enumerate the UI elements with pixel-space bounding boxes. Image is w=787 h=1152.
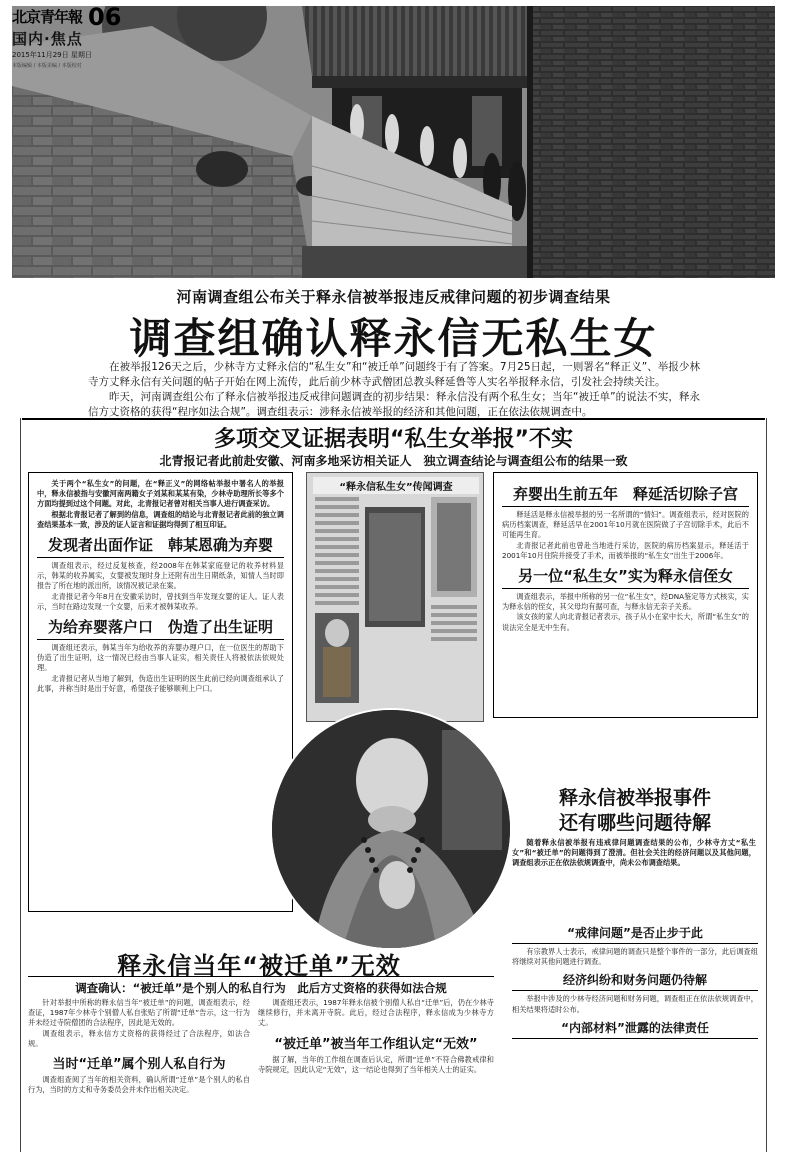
- story-paragraph: 调查组表示，经过反复核查，经2008年在韩某家庭登记的收养材料显示，韩某的收养属实，女婴被发现时身上还附有出生日期纸条，知情人当时即报告了所在地的派出所，该情况被记录在案。: [37, 561, 284, 591]
- story-subhead: 另一位“私生女”实为释永信侄女: [502, 565, 749, 589]
- story-intro-2: 根据北青报记者了解到的信息，调查组的结论与北青报记者此前的独立调查结果基本一致，涉及的证人证言和证据均得到了相互印证。: [37, 509, 284, 529]
- section-subheadline: 北青报记者此前赴安徽、河南多地采访相关证人 独立调查结论与调查组公布的结果一致: [159, 454, 628, 468]
- story-paragraph: 调查组还表示，韩某当年为给收养的弃婴办理户口，在一位医生的帮助下伪造了出生证明，这一情况已经由当事人证实，相关责任人将被依法依规处理。: [37, 643, 284, 673]
- bottom-column-right: [258, 998, 494, 1075]
- editor-credits: 本版编辑 / 本版美编 / 本版校对: [12, 63, 82, 69]
- story-paragraph: 据了解，当年的工作组在调查后认定，所谓“迁单”不符合佛教戒律和寺院规定，因此认定“无效”，这一结论也得到了当年相关人士的证实。: [258, 1054, 494, 1074]
- story-subhead: “内部材料”泄露的法律责任: [512, 1019, 758, 1039]
- story-subhead: 发现者出面作证 韩某恩确为弃婴: [37, 534, 284, 558]
- story-paragraph: 针对举报中所称的释永信当年“被迁单”的问题，调查组表示，经查证，1987年少林寺个别僧人私自张贴了所谓“迁单”告示，这一行为并未经过寺院僧团的合法程序，因此是无效的。: [28, 998, 250, 1028]
- story-subhead: “被迁单”被当年工作组认定“无效”: [274, 1036, 478, 1052]
- sidebar-lead-text: 随着释永信被举报有违戒律问题调查结果的公布，少林寺方丈“私生女”和“被迁单”的问题得到了澄清。但社会关注的经济问题以及其他问题，调查组表示正在依法依规调查中，尚未公布调查结果。: [512, 838, 756, 868]
- story-paragraph: 调查组表示，举报中所称的另一位“私生女”，经DNA鉴定等方式核实，实为释永信的侄女，其父母均有据可查，与释永信无亲子关系。: [502, 592, 749, 612]
- story-subhead: “戒律问题”是否止步于此: [512, 924, 758, 944]
- page-number: 06: [88, 3, 122, 31]
- story-paragraph: 北青报记者此前也曾赴当地进行采访，医院的病历档案显示，释延活于2001年10月住院并接受了手术，而被举报的“私生女”出生于2006年。: [502, 540, 749, 560]
- story-paragraph: 举报中涉及的少林寺经济问题和财务问题，调查组正在依法依规调查中，相关结果将适时公布。: [512, 994, 758, 1014]
- sidebar-body: [512, 920, 758, 1042]
- story-paragraph: 调查组还表示，1987年释永信被个别僧人私自“迁单”后，仍在少林寺继续修行，并未离开寺院。此后，经过合法程序，释永信成为少林寺方丈。: [258, 998, 494, 1028]
- story-paragraph: 北青报记者从当地了解到，伪造出生证明的医生此前已经向调查组承认了此事，并称当时是出于好意，希望孩子能够顺利上户口。: [37, 673, 284, 693]
- section-label: 国内·焦点: [12, 30, 83, 48]
- right-story-box: [493, 472, 758, 718]
- monk-portrait-photo: [270, 708, 512, 950]
- story-paragraph: 释延活是释永信被举报的另一名所谓的“情妇”。调查组表示，经对医院的病历档案调查，释延活早在2001年10月就在医院做了子宫切除手术，此后不可能再生育。: [502, 510, 749, 540]
- newspaper-clipping-image: [306, 472, 484, 722]
- sidebar-headline-line: 还有哪些问题待解: [558, 812, 711, 834]
- sidebar-headline-line: 释永信被举报事件: [558, 787, 711, 809]
- newspaper-logo: 北京青年報: [12, 8, 83, 26]
- divider: [22, 418, 765, 420]
- story-paragraph: 北青报记者今年8月在安徽采访时，曾找到当年发现女婴的证人。证人表示，当时在路边发现一个女婴，后来才被韩某收养。: [37, 591, 284, 611]
- story-subhead: 为给弃婴落户口 伪造了出生证明: [37, 616, 284, 640]
- sidebar-headline: [512, 786, 758, 836]
- bottom-headline: 释永信当年“被迁单”无效: [117, 952, 401, 980]
- lead-text-1: 在被举报126天之后，少林寺方丈释永信的“私生女”和“被迁单”问题终于有了答案。7月25日起，一则署名“释正义”、举报少林寺方丈释永信有关问题的帖子开始在网上流传，此后前少林寺武僧团总教头释延鲁等人实名举报释永信，引发社会持续关注。: [88, 361, 700, 388]
- story-paragraph: 该女孩的家人向北青报记者表示，孩子从小在家中长大，所谓“私生女”的说法完全是无中生有。: [502, 612, 749, 632]
- clipping-title: “释永信私生女”传闻调查: [313, 477, 479, 494]
- story-paragraph: 有宗教界人士表示，戒律问题的调查只是整个事件的一部分，此后调查组将继续对其他问题进行调查。: [512, 947, 758, 967]
- story-intro: 关于两个“私生女”的问题，在“释正义”的网络帖举报中署名人的举报中，释永信被指与安徽河南两籍女子刘某和某某有染，少林寺助理所长等多个方面均提到过这个问题。对此，北青报记者曾对相关当事人进行调查采访。: [37, 479, 284, 509]
- story-paragraph: 调查组查阅了当年的相关资料，确认所谓“迁单”是个别人的私自行为，当时的方丈和寺务委员会并未作出相关决定。: [28, 1075, 250, 1095]
- story-subhead: 弃婴出生前五年 释延活切除子宫: [502, 483, 749, 507]
- bottom-subheadline: 调查确认：“被迁单”是个别人的私自行为 此后方丈资格的获得如法合规: [75, 981, 447, 995]
- headline-kicker: 河南调查组公布关于释永信被举报违反戒律问题的初步调查结果: [176, 288, 611, 306]
- main-headline: 调查组确认释永信无私生女: [129, 314, 658, 363]
- bottom-column-left: [28, 998, 250, 1095]
- left-story-box: [28, 472, 293, 912]
- masthead: [12, 3, 136, 98]
- lead-paragraph: [88, 360, 700, 420]
- divider: [20, 418, 21, 1152]
- divider: [766, 418, 767, 1152]
- sidebar-lead: [512, 838, 756, 869]
- divider: [28, 976, 494, 977]
- story-paragraph: 调查组表示，释永信方丈资格的获得经过了合法程序，如法合规。: [28, 1028, 250, 1048]
- story-subhead: 当时“迁单”属个别人私自行为: [52, 1057, 226, 1073]
- section-headline: 多项交叉证据表明“私生女举报”不实: [214, 427, 573, 452]
- story-subhead: 经济纠纷和财务问题仍待解: [512, 971, 758, 991]
- issue-date: 2015年11月29日 星期日: [12, 51, 92, 59]
- lead-text-2: 昨天，河南调查组公布了释永信被举报违反戒律问题调查的初步结果：释永信没有两个私生女；当年“被迁单”的说法不实，释永信方丈资格的获得“程序如法合规”。调查组表示：涉释永信被举报的经济和其他问题，正在依法依规调查中。: [88, 391, 700, 418]
